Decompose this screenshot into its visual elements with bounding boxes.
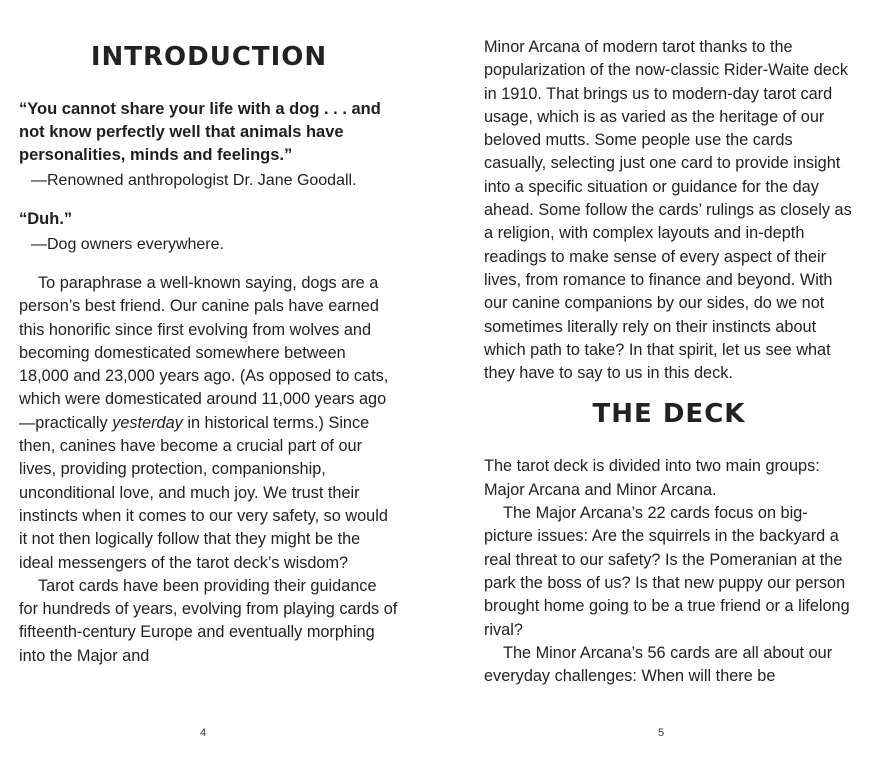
continued-body [484, 36, 854, 385]
left-column [19, 38, 399, 668]
page-number-right: 5 [658, 727, 665, 739]
intro-paragraph-1-end: in historical terms.) Since then, canines have become a crucial part of our lives, providing protection, companionship, unconditional love, and much joy. We trust their instincts when it comes to our very safety, so would it not then logically follow that they might be the ideal messengers of the tarot deck’s wisdom? [19, 413, 388, 572]
deck-paragraph-1: The tarot deck is divided into two main groups: Major Arcana and Minor Arcana. [484, 457, 820, 499]
the-deck-heading: THE DECK [592, 399, 746, 430]
intro-body [19, 272, 399, 668]
deck-paragraph-3: The Minor Arcana’s 56 cards are all about our everyday challenges: When will there be [484, 643, 833, 686]
intro-paragraph-2: Tarot cards have been providing their guidance for hundreds of years, evolving from playing cards of fifteenth-century Europe and eventually morphing into the Major and [19, 576, 398, 665]
deck-paragraph-2: The Major Arcana’s 22 cards focus on big-picture issues: Are the squirrels in the backyard a real threat to our safety? Is the Pomeranian at the park the boss of us? Is that new puppy our person brought home going to be a true friend or a lifelong rival? [484, 504, 850, 639]
dog-owners-attribution: —Dog owners everywhere. [31, 236, 224, 253]
goodall-quote: “You cannot share your life with a dog . . . and not know perfectly well that animals have personalities, minds and feelings.” [19, 100, 381, 164]
duh-quote: “Duh.” [19, 210, 73, 228]
intro-paragraph-1 [19, 272, 399, 575]
page-number-left: 4 [200, 727, 207, 739]
right-page [436, 0, 872, 782]
yesterday-emphasis: yesterday [112, 413, 183, 432]
deck-body [484, 455, 854, 688]
right-column [484, 36, 854, 688]
continued-paragraph: Minor Arcana of modern tarot thanks to the popularization of the now-classic Rider-Waite deck in 1910. That brings us to modern-day tarot card usage, which is as varied as the heritage of our beloved mutts. Some people use the cards casually, selecting just one card to provide insight into a specific situation or guidance for the day ahead. Some follow the cards’ rulings as closely as a religion, with complex layouts and in-depth readings to make sense of every aspect of their lives, from romance to finance and beyond. With our canine companions by our sides, do we not sometimes literally rely on their instincts about which path to take? In that spirit, let us see what they have to say to us in this deck. [484, 38, 852, 383]
goodall-attribution: —Renowned anthropologist Dr. Jane Goodall. [31, 172, 357, 189]
intro-paragraph-1-start: To paraphrase a well-known saying, dogs are a person’s best friend. Our canine pals have earned this honorific since first evolving from wolves and becoming domesticated somewhere between 18,000 and 23,000 years ago. (As opposed to cats, which were domesticated around 11,000 years ago—practically [19, 274, 389, 432]
introduction-heading: INTRODUCTION [90, 42, 328, 72]
